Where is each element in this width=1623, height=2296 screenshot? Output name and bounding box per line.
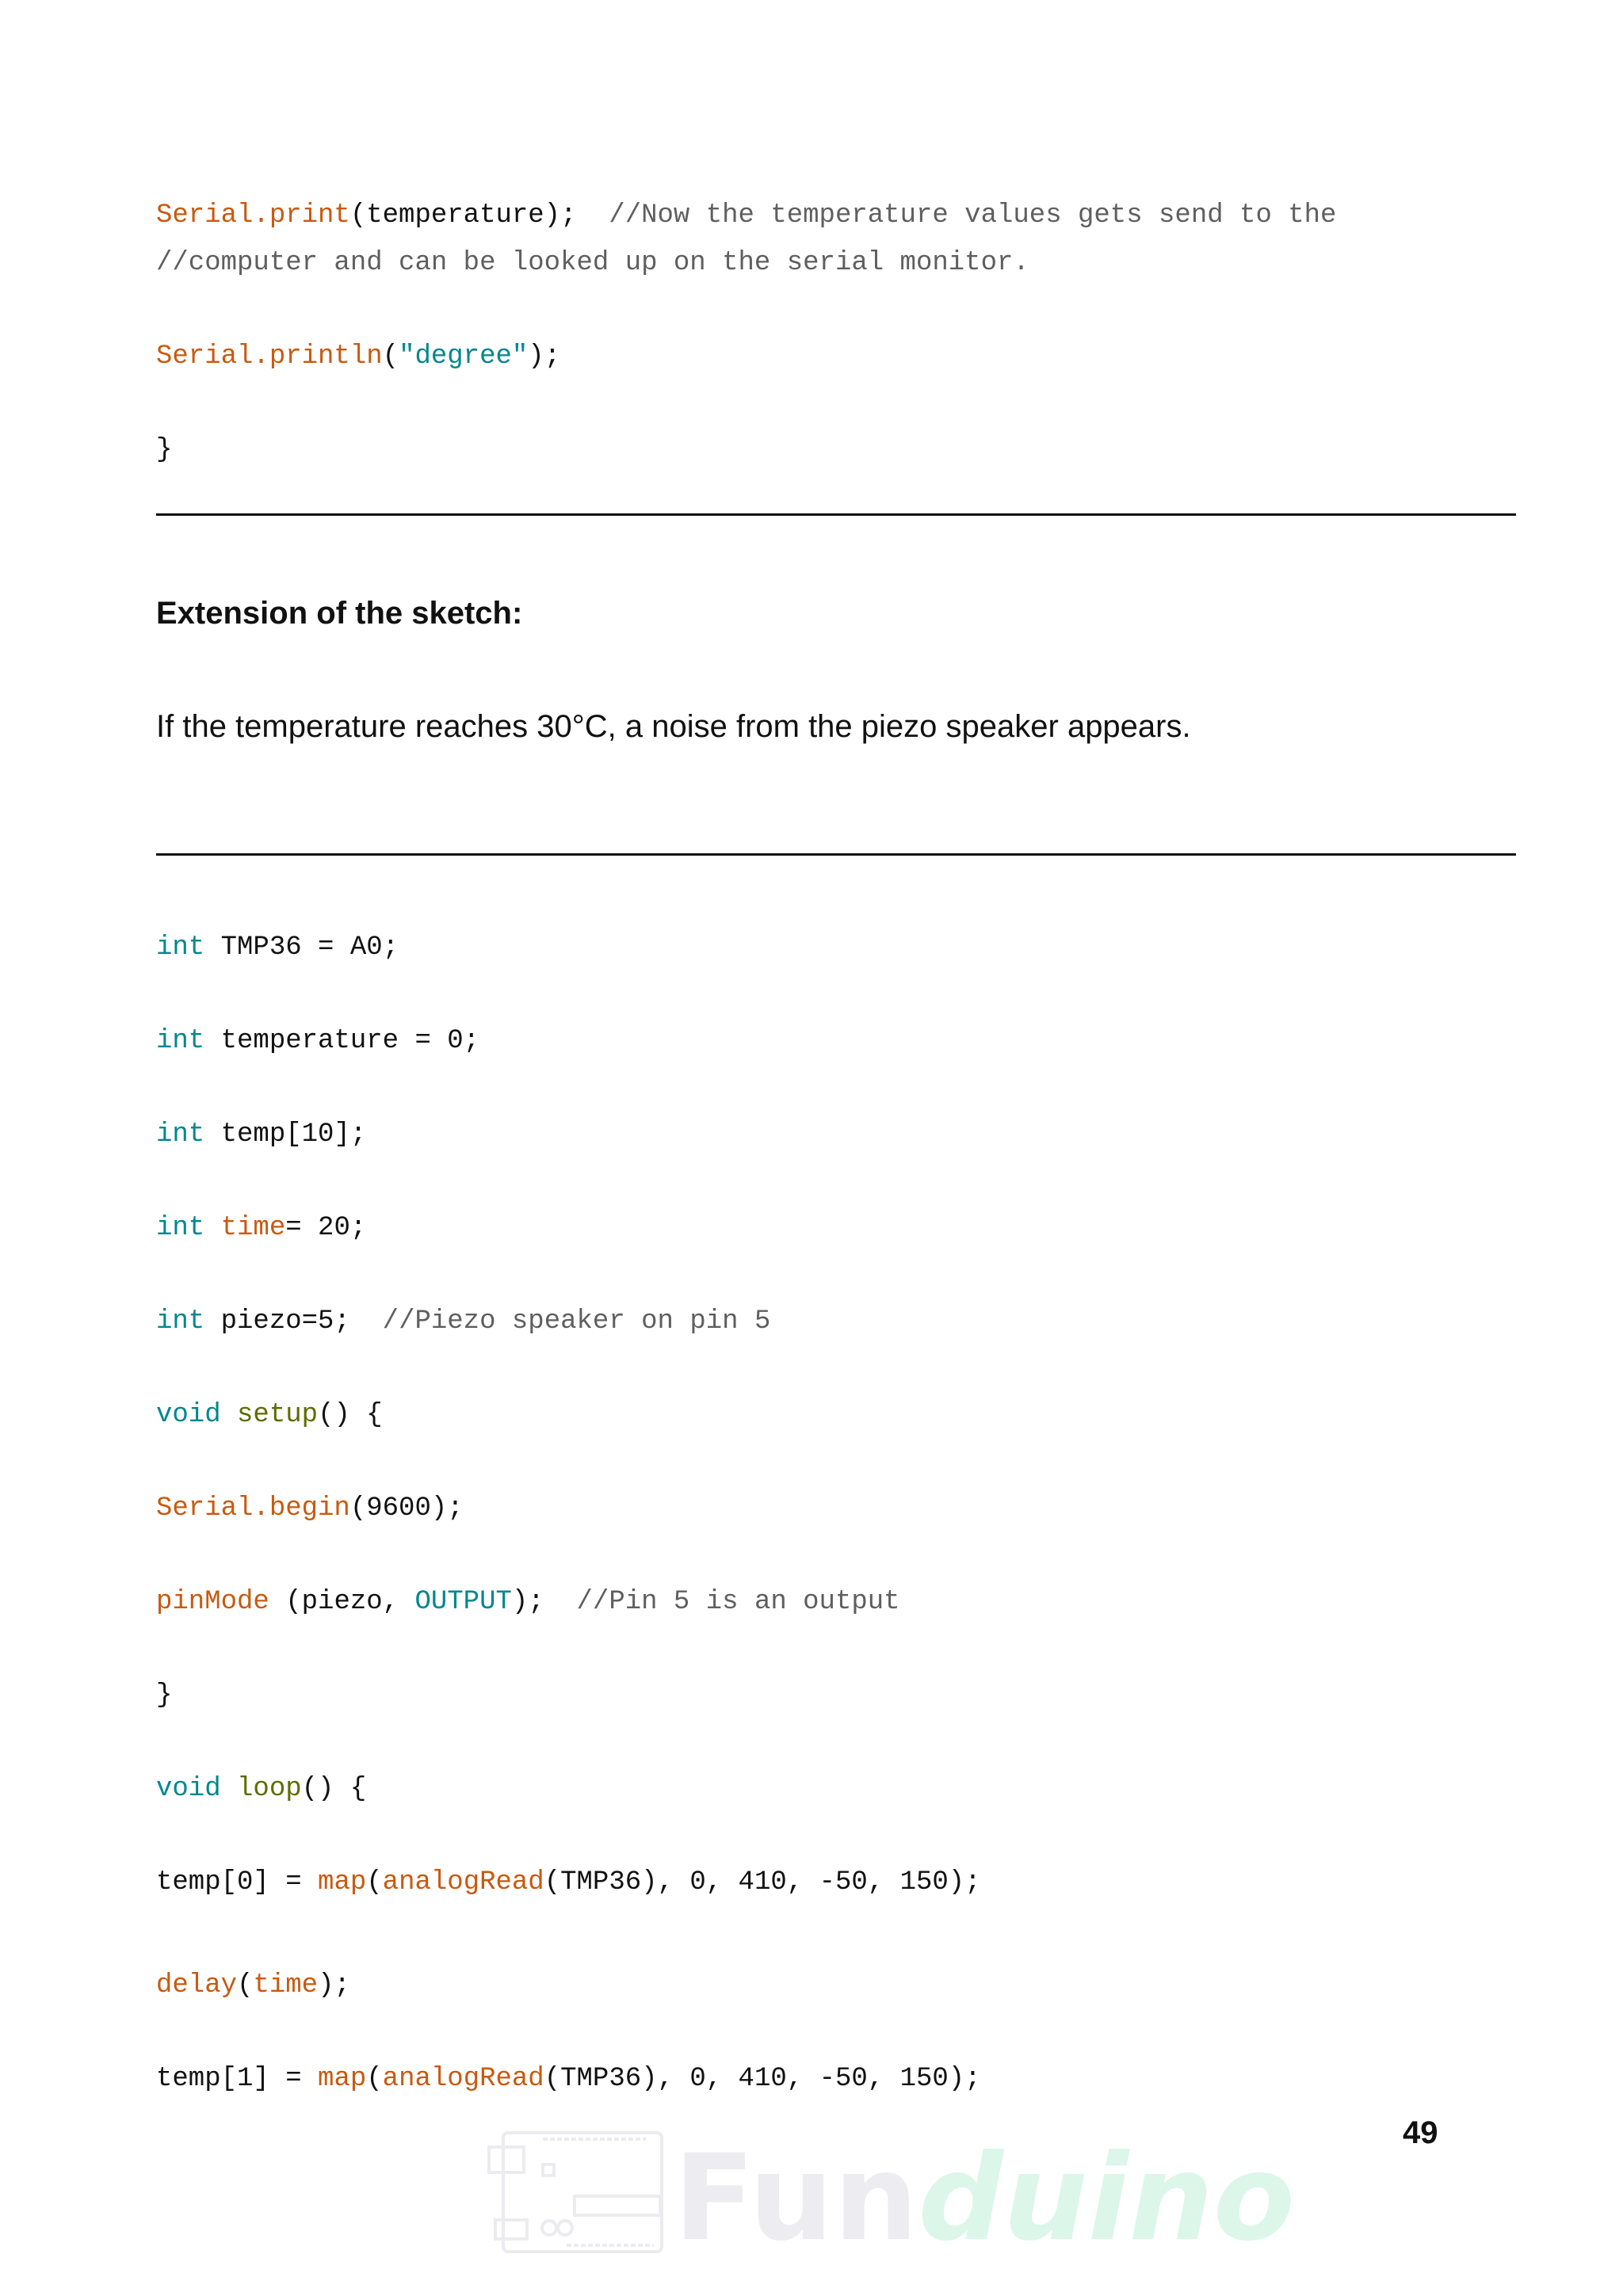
- code-function: Serial.print: [156, 200, 350, 231]
- code-constant: OUTPUT: [414, 1587, 512, 1617]
- code-function: Serial.println: [156, 341, 383, 372]
- code-keyword: int: [156, 1213, 205, 1243]
- code-text: () {: [318, 1400, 383, 1430]
- code-line: [156, 1306, 770, 1337]
- code-variable: time: [220, 1213, 286, 1243]
- code-line: [156, 200, 1336, 231]
- code-keyword: int: [156, 1026, 205, 1056]
- code-text: (: [366, 1867, 383, 1897]
- code-text: (: [237, 1970, 254, 2000]
- code-text: (TMP36), 0, 410, -50, 150);: [544, 2064, 981, 2094]
- code-comment: //Now the temperature values gets send to the: [576, 200, 1337, 231]
- code-comment: //Pin 5 is an output: [544, 1587, 900, 1617]
- code-line: [156, 2063, 981, 2095]
- code-text: (: [366, 2064, 383, 2094]
- section-paragraph: If the temperature reaches 30°C, a noise from the piezo speaker appears.: [156, 709, 1191, 744]
- code-text: temperature = 0;: [204, 1026, 480, 1056]
- code-text: (9600);: [349, 1493, 464, 1524]
- code-function: analogRead: [382, 1867, 544, 1897]
- code-text: (temperature);: [349, 200, 577, 231]
- code-string: "degree": [399, 341, 529, 372]
- code-comment: //Piezo speaker on pin 5: [349, 1306, 771, 1337]
- code-function: delay: [156, 1970, 238, 2000]
- code-comment: //computer and can be looked up on the serial monitor.: [156, 248, 1029, 278]
- divider-top: [156, 513, 1516, 516]
- section-heading: Extension of the sketch:: [156, 596, 523, 631]
- code-text: }: [156, 1680, 173, 1711]
- code-text: (piezo,: [269, 1587, 415, 1617]
- code-text: TMP36 = A0;: [204, 933, 399, 963]
- code-line: [156, 1119, 366, 1150]
- code-text: temp[10];: [204, 1119, 367, 1150]
- code-text: () {: [301, 1774, 367, 1804]
- code-text: );: [528, 341, 561, 372]
- code-text: [221, 1400, 237, 1430]
- code-line: [156, 247, 1029, 279]
- code-line: [156, 932, 399, 963]
- divider-bottom: [156, 853, 1516, 856]
- code-function: map: [318, 2064, 367, 2094]
- code-function: analogRead: [382, 2064, 544, 2094]
- code-text: );: [318, 1970, 350, 2000]
- code-keyword: int: [156, 1119, 205, 1150]
- code-keyword: void: [156, 1774, 221, 1804]
- code-function: Serial.begin: [156, 1493, 350, 1524]
- code-text: }: [156, 435, 173, 465]
- code-text: = 20;: [285, 1213, 367, 1243]
- code-line: [156, 1773, 366, 1805]
- watermark-text: Funduino: [674, 2130, 1295, 2267]
- code-function: pinMode: [156, 1587, 269, 1617]
- page-number: 49: [1403, 2115, 1438, 2150]
- code-line: [156, 1399, 383, 1431]
- code-line: [156, 1970, 350, 2001]
- code-text: temp[0] =: [156, 1867, 319, 1897]
- code-line: [156, 1867, 981, 1898]
- code-keyword: int: [156, 1306, 205, 1337]
- code-function: map: [318, 1867, 367, 1897]
- code-line: [156, 434, 172, 466]
- code-text: (TMP36), 0, 410, -50, 150);: [544, 1867, 981, 1897]
- code-text: piezo=5;: [204, 1306, 350, 1337]
- code-line: [156, 341, 560, 372]
- code-text: [204, 1213, 220, 1243]
- code-line: [156, 1586, 900, 1618]
- code-text: );: [511, 1587, 544, 1617]
- code-text: temp[1] =: [156, 2064, 319, 2094]
- arduino-board-icon: [487, 2123, 670, 2258]
- code-text: (: [382, 341, 399, 372]
- code-function: setup: [237, 1400, 319, 1430]
- code-keyword: void: [156, 1400, 221, 1430]
- code-line: [156, 1493, 464, 1524]
- code-line: [156, 1680, 172, 1711]
- code-function: loop: [237, 1774, 302, 1804]
- code-keyword: int: [156, 933, 205, 963]
- code-line: [156, 1212, 366, 1244]
- code-line: [156, 1025, 479, 1057]
- watermark-logo: [487, 2123, 1295, 2267]
- code-variable: time: [253, 1970, 319, 2000]
- code-text: [221, 1774, 237, 1804]
